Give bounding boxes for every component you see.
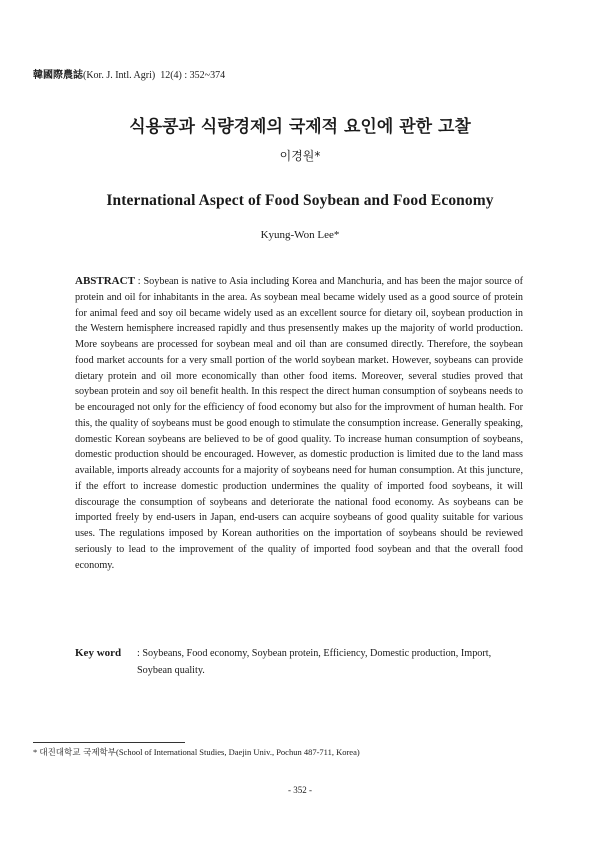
title-english: International Aspect of Food Soybean and Food Economy — [106, 192, 494, 209]
page-number: - 352 - — [288, 785, 312, 795]
footnote-affiliation-english: (School of International Studies, Daejin Univ., Pochun 487-711, Korea) — [115, 747, 360, 757]
journal-name-korean: 韓國際農誌 — [33, 70, 83, 81]
footnote-divider — [33, 742, 185, 743]
abstract-text: Soybean is native to Asia including Korea and Manchuria, and has been the major source of protein and oil for inhabitants in the area. As soybean meal became widely used as a good source of protein for animal feed and soy oil became widely used as an excellent source for dietary oil, soybean production in the Western hemisphere increased rapidly and thus presensently makes up the majority of world production. More soybeans are processed for soybean meal and oil than are consumed directly. Therefore, the soybean food market accounts for a very small portion of the world soybean market. However, soybeans can provide dietary protein and oil more economically than other food items. Moreover, several studies proved that soybean protein and soy oil benefit health. In this respect the direct human consumption of soybeans needs to be encouraged not only for the efficiency of food economy but also for the improvment of human health. For this, the quality of soybeans must be good enough to stimulate the consumption increase. Generally speaking, domestic Korean soybeans are believed to be of good quality. To increase human consumption of soybeans, domestic production should be encouraged. However, as domestic production is limited due to the land mass available, imports already accounts for a majority of soybeans need for human consumption. At this juncture, if the effort to increase domestic production undermines the quality of imported food soybeans, it will discourage the consumption of soybeans and deteriorate the national food economy. As soybeans can be imported freely by end-users in Japan, end-users can acquire soybeans of good quality suitable for various uses. The regulations imposed by Korean authorities on the importation of soybeans should be reviewed seriously to lead to the improvement of the quality of imported food soybean and that the overall food economy. — [75, 276, 523, 571]
footnote-affiliation-korean: 대진대학교 국제학부 — [39, 748, 116, 758]
title-korean: 식용콩과 식량경제의 국제적 요인에 관한 고찰 — [129, 117, 471, 137]
journal-volume-pages: 12(4) : 352~374 — [160, 70, 226, 81]
journal-name-english: (Kor. J. Intl. Agri) — [83, 70, 156, 81]
keywords-list — [137, 645, 525, 679]
abstract-label: ABSTRACT — [75, 275, 135, 287]
author-english: Kyung-Won Lee* — [260, 229, 340, 241]
abstract-separator: : — [134, 276, 144, 287]
keywords-text: Soybeans, Food economy, Soybean protein, Efficiency, Domestic production, Import, Soybean quality. — [137, 648, 492, 676]
author-korean: 이경원* — [279, 149, 321, 163]
journal-header — [33, 66, 553, 81]
keywords-separator: : — [137, 648, 143, 659]
footnote-marker: * — [33, 747, 40, 757]
footnote — [33, 746, 573, 758]
keywords-label: Key word — [75, 647, 122, 659]
abstract — [75, 274, 523, 573]
